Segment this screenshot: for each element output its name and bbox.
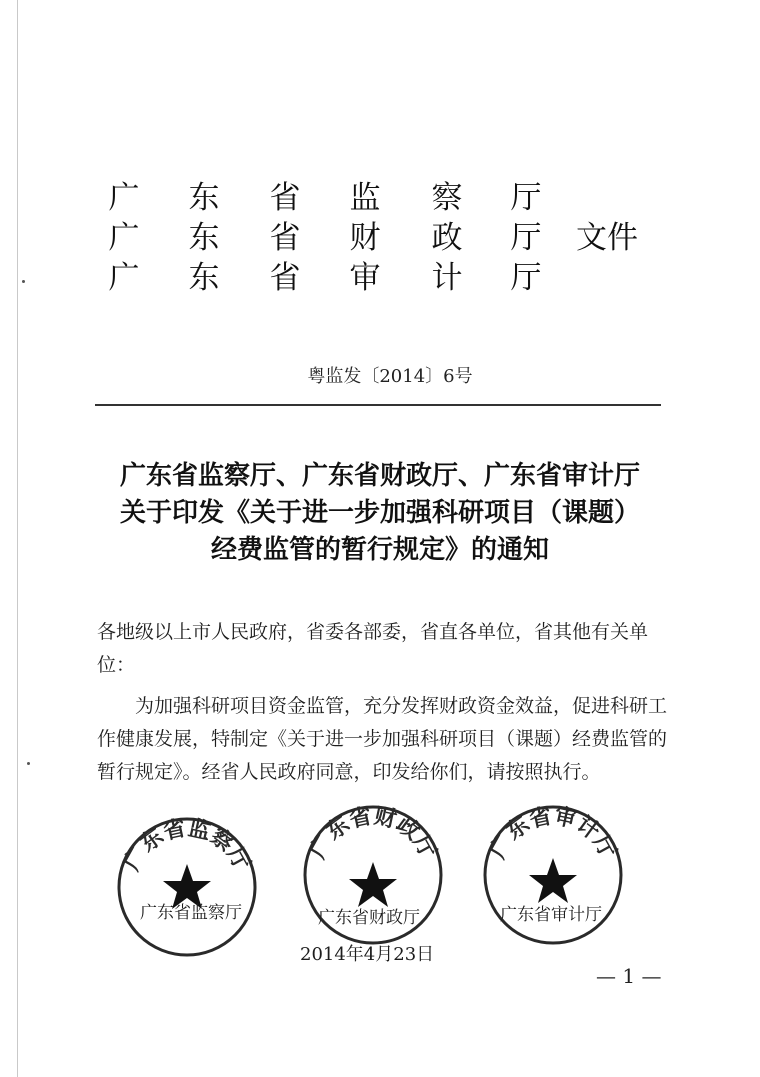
header-char: 广 xyxy=(108,220,140,256)
title-line-3: 经费监管的暂行规定》的通知 xyxy=(210,535,549,565)
title-line-2: 关于印发《关于进一步加强科研项目（课题） xyxy=(119,498,640,528)
page-number: — 1 — xyxy=(596,964,662,988)
body-paragraph: 为加强科研项目资金监管，充分发挥财政资金效益，促进科研工作健康发展，特制定《关于进一步加强科研项目（课题）经费监管的暂行规定》。经省人民政府同意，印发给你们，请按照执行。 xyxy=(97,695,668,783)
header-char: 广 xyxy=(108,180,140,216)
header-char: 省 xyxy=(269,180,301,216)
header-suffix: 文件 xyxy=(576,220,638,256)
header-divider xyxy=(95,404,661,406)
scan-edge-line xyxy=(17,0,18,1077)
header-char: 广 xyxy=(108,260,140,296)
scan-speck xyxy=(22,280,25,283)
signature-2: 广东省财政厅 xyxy=(318,908,420,928)
header-char: 东 xyxy=(188,260,220,296)
seal-2-text: 广东省财政厅 xyxy=(304,803,442,863)
header-char: 东 xyxy=(188,220,220,256)
header-char: 厅 xyxy=(510,260,542,296)
title-line-1: 广东省监察厅、广东省财政厅、广东省审计厅 xyxy=(119,461,640,491)
header-char: 审 xyxy=(349,260,381,296)
header-char: 察 xyxy=(431,180,463,216)
signature-3: 广东省审计厅 xyxy=(500,905,602,925)
seal-3 xyxy=(478,800,628,950)
seal-1-text: 广东省监察厅 xyxy=(118,815,256,875)
header-row-1 xyxy=(104,178,664,218)
header-char: 政 xyxy=(431,220,463,256)
star-icon xyxy=(529,858,577,903)
addressee: 各地级以上市人民政府，省委各部委，省直各单位，省其他有关单位： xyxy=(97,621,649,676)
seal-1 xyxy=(112,812,262,962)
header-row-3 xyxy=(104,258,664,298)
header-char: 东 xyxy=(188,180,220,216)
header-char: 厅 xyxy=(510,180,542,216)
header-char: 厅 xyxy=(510,220,542,256)
header-char: 省 xyxy=(269,220,301,256)
header-char: 计 xyxy=(431,260,463,296)
seal-3-text: 广东省审计厅 xyxy=(484,803,622,863)
star-icon xyxy=(349,862,397,907)
header-char: 财 xyxy=(349,220,381,256)
scan-speck xyxy=(27,762,30,765)
header-char: 省 xyxy=(269,260,301,296)
issue-date: 2014年4月23日 xyxy=(300,944,435,965)
header-char: 监 xyxy=(349,180,381,216)
signature-1: 广东省监察厅 xyxy=(140,903,242,923)
document-title xyxy=(80,458,680,569)
document-number: 粤监发〔2014〕6号 xyxy=(307,366,473,387)
